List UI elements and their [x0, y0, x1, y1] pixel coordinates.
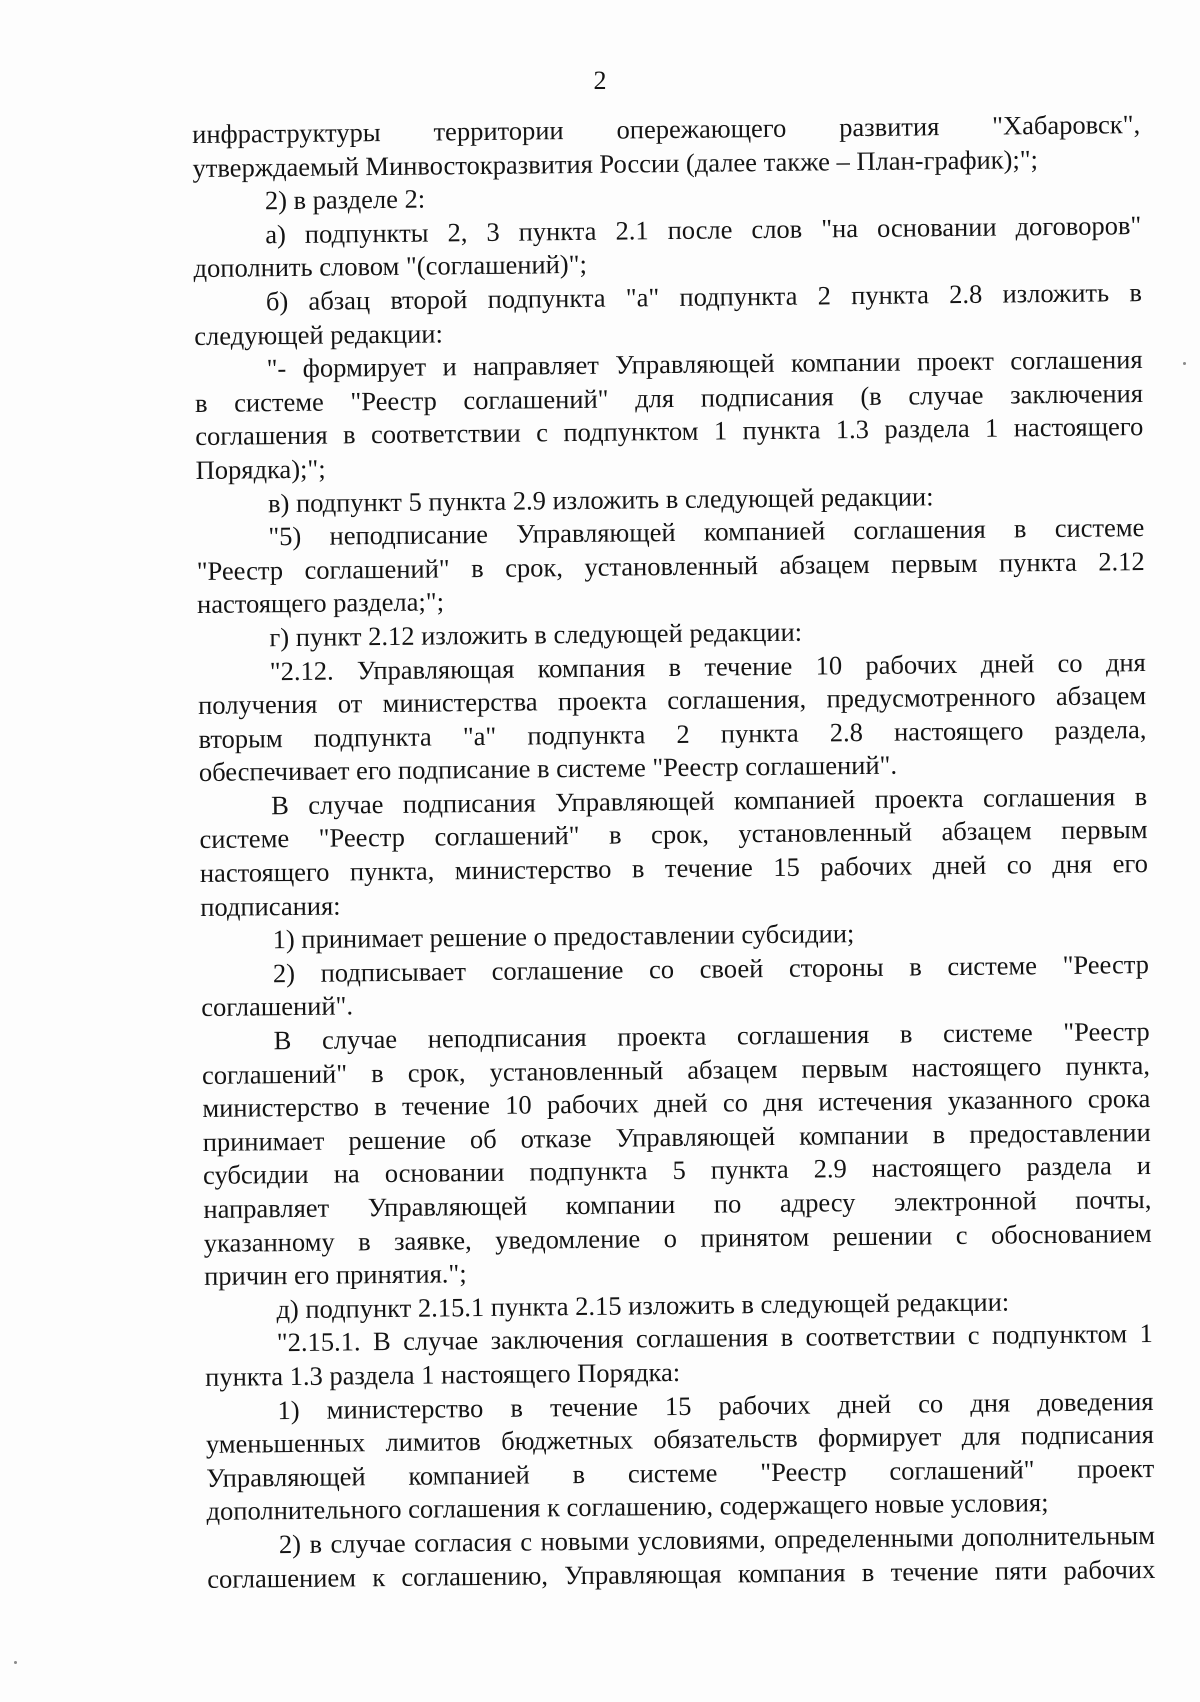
text-line: дополнительного соглашения к соглашению, содержащего новые условия;: [206, 1487, 1049, 1527]
text-line: настоящего раздела;";: [196, 586, 445, 620]
text-line: "- формирует и направляет Управляющей компании проект соглашения: [266, 344, 1143, 384]
text-line: в) подпункт 5 пункта 2.9 изложить в следующей редакции:: [267, 480, 934, 518]
text-line: б) абзац второй подпункта "а" подпункта 2 пункта 2.8 изложить в: [265, 277, 1143, 317]
text-line: В случае неподписания проекта соглашения в системе "Реестр: [273, 1016, 1150, 1056]
text-line: министерство в течение 10 рабочих дней со дня истечения указанного срока: [202, 1083, 1151, 1124]
text-line: вторым подпункта "а" подпункта 2 пункта 2.8 настоящего раздела,: [198, 713, 1147, 754]
text-line: 2) в случае согласия с новыми условиями, определенными дополнительным: [278, 1519, 1156, 1560]
text-line: Управляющей компанией в системе "Реестр соглашений" проект: [206, 1452, 1155, 1493]
text-line: "2.15.1. В случае заключения соглашения в соответствии с подпунктом 1: [276, 1318, 1153, 1358]
document-body: [192, 108, 1155, 1596]
text-line: соглашений".: [201, 990, 354, 1023]
text-line: В случае подписания Управляющей компанией проекта соглашения в: [271, 780, 1148, 821]
text-line: д) подпункт 2.15.1 пункта 2.15 изложить в следующей редакции:: [276, 1286, 1010, 1324]
text-line: Порядка);";: [195, 453, 326, 485]
text-line: "5) неподписание Управляющей компанией соглашения в системе: [268, 512, 1145, 552]
text-line: указанному в заявке, уведомление о принятом решении с обоснованием: [203, 1217, 1152, 1258]
page-number: 2: [593, 66, 607, 95]
text-line: 2) в разделе 2:: [264, 183, 426, 216]
scan-speck: [14, 1661, 17, 1664]
text-line: обеспечивает его подписание в системе "Реестр соглашений".: [198, 749, 898, 788]
text-line: соглашения в соответствии с подпунктом 1 пункта 1.3 раздела 1 настоящего: [195, 411, 1144, 452]
text-line: подписания:: [200, 890, 341, 922]
text-line: пункта 1.3 раздела 1 настоящего Порядка:: [205, 1356, 681, 1392]
text-line: следующей редакции:: [194, 317, 444, 351]
text-line: "2.12. Управляющая компания в течение 10 рабочих дней со дня: [269, 646, 1146, 686]
text-line: направляет Управляющей компании по адресу электронной почты,: [203, 1184, 1152, 1224]
text-line: в системе "Реестр соглашений" для подписания (в случае заключения: [194, 377, 1144, 418]
text-line: инфраструктуры территории опережающего развития "Хабаровск",: [192, 109, 1141, 149]
text-line: принимает решение об отказе Управляющей компании в предоставлении: [202, 1116, 1151, 1157]
text-line: г) пункт 2.12 изложить в следующей редакции:: [269, 616, 803, 653]
text-line: настоящего пункта, министерство в течение 15 рабочих дней со дня его: [199, 848, 1149, 889]
text-line: 1) принимает решение о предоставлении субсидии;: [272, 918, 855, 955]
text-line: "Реестр соглашений" в срок, установленный абзацем первым пункта 2.12: [196, 545, 1145, 586]
text-line: субсидии на основании подпункта 5 пункта 2.9 настоящего раздела и: [202, 1150, 1152, 1191]
scan-speck: [1183, 362, 1186, 365]
text-line: системе "Реестр соглашений" в срок, установленный абзацем первым: [199, 814, 1148, 855]
text-line: уменьшенных лимитов бюджетных обязательств формирует для подписания: [205, 1419, 1154, 1460]
text-line: 1) министерство в течение 15 рабочих дней со дня доведения: [277, 1385, 1154, 1425]
text-line: дополнить словом "(соглашений)";: [193, 249, 588, 284]
text-line: 2) подписывает соглашение со своей стороны в системе "Реестр: [272, 948, 1150, 989]
text-line: соглашений" в срок, установленный абзацем первым настоящего пункта,: [201, 1049, 1151, 1090]
text-line: получения от министерства проекта соглашения, предусмотренного абзацем: [197, 680, 1147, 721]
text-line: соглашением к соглашению, Управляющая компания в течение пяти рабочих: [207, 1553, 1156, 1594]
text-line: а) подпункты 2, 3 пункта 2.1 после слов "на основании договоров": [265, 209, 1142, 250]
text-line: утверждаемый Минвостокразвития России (далее также – План-график);";: [192, 143, 1039, 183]
text-line: причин его принятия.";: [203, 1258, 467, 1292]
